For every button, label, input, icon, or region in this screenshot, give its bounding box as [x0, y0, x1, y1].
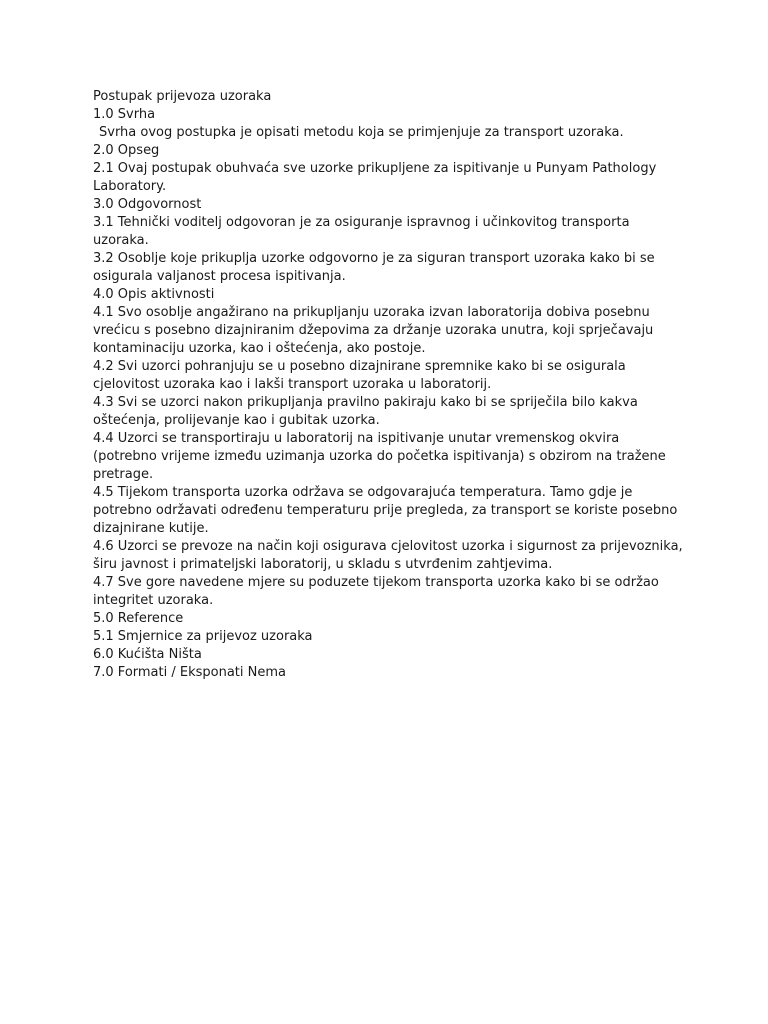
- section-heading: 6.0 Kućišta Ništa: [93, 647, 202, 662]
- section-heading: 5.0 Reference: [93, 611, 184, 626]
- paragraph: 4.6 Uzorci se prevoze na način koji osigurava cjelovitost uzorka i sigurnost za prijevoznika, širu javnost i primateljski laboratorij, u skladu s utvrđenim zahtjevima.: [93, 539, 683, 572]
- section-heading: 7.0 Formati / Eksponati Nema: [93, 665, 286, 680]
- section-heading: 1.0 Svrha: [93, 107, 156, 122]
- paragraph: 4.4 Uzorci se transportiraju u laboratorij na ispitivanje unutar vremenskog okvira (potrebno vrijeme između uzimanja uzorka do početka ispitivanja) s obzirom na tražene pretrage.: [93, 431, 666, 482]
- paragraph: 4.7 Sve gore navedene mjere su poduzete tijekom transporta uzorka kako bi se održao integritet uzoraka.: [93, 575, 659, 608]
- section-heading: 4.0 Opis aktivnosti: [93, 287, 215, 302]
- paragraph: 4.3 Svi se uzorci nakon prikupljanja pravilno pakiraju kako bi se spriječila bilo kakva oštećenja, prolijevanje kao i gubitak uzorka.: [93, 395, 638, 428]
- document-title: Postupak prijevoza uzoraka: [93, 89, 272, 104]
- paragraph: Svrha ovog postupka je opisati metodu koja se primjenjuje za transport uzoraka.: [99, 125, 624, 140]
- paragraph: 4.5 Tijekom transporta uzorka održava se odgovarajuća temperatura. Tamo gdje je potrebno održavati određenu temperaturu prije pregleda, za transport se koriste posebno dizajnirane kutije.: [93, 485, 678, 536]
- paragraph: 4.1 Svo osoblje angažirano na prikupljanju uzoraka izvan laboratorija dobiva posebnu vrećicu s posebno dizajniranim džepovima za držanje uzoraka unutra, koji sprječavaju kontaminaciju uzorka, kao i oštećenja, ako postoje.: [93, 305, 654, 356]
- paragraph: 4.2 Svi uzorci pohranjuju se u posebno dizajnirane spremnike kako bi se osigurala cjelovitost uzoraka kao i lakši transport uzoraka u laboratorij.: [93, 359, 626, 392]
- paragraph: 3.1 Tehnički voditelj odgovoran je za osiguranje ispravnog i učinkovitog transporta uzoraka.: [93, 215, 630, 248]
- section-heading: 2.0 Opseg: [93, 143, 160, 158]
- paragraph: 3.2 Osoblje koje prikuplja uzorke odgovorno je za siguran transport uzoraka kako bi se osigurala valjanost procesa ispitivanja.: [93, 251, 655, 284]
- paragraph: 2.1 Ovaj postupak obuhvaća sve uzorke prikupljene za ispitivanje u Punyam Pathology Laboratory.: [93, 161, 657, 194]
- paragraph: 5.1 Smjernice za prijevoz uzoraka: [93, 629, 313, 644]
- section-heading: 3.0 Odgovornost: [93, 197, 202, 212]
- document-body: [93, 88, 683, 682]
